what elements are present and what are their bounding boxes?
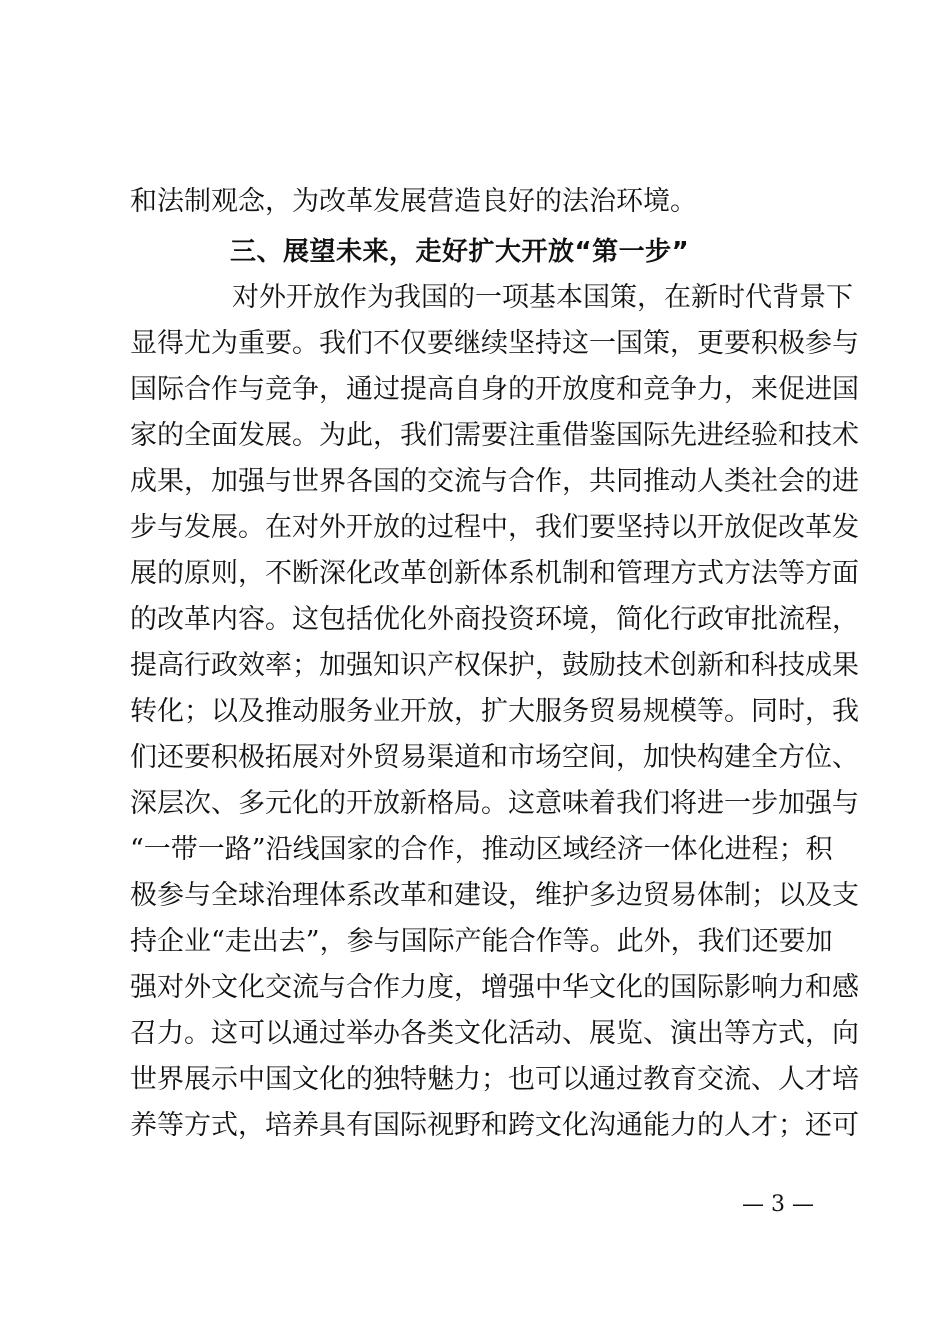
paragraph-line: 展的原则，不断深化改革创新体系机制和管理方式方法等方面: [130, 558, 859, 589]
paragraph-line: 持企业“走出去”，参与国际产能合作等。此外，我们还要加: [130, 926, 833, 957]
paragraph-line: 深层次、多元化的开放新格局。这意味着我们将进一步加强与: [130, 788, 859, 819]
paragraph-line: 转化；以及推动服务业开放，扩大服务贸易规模等。同时，我: [130, 696, 859, 727]
text-line-continuation: 和法制观念，为改革发展营造良好的法治环境。: [130, 186, 697, 217]
paragraph-line: 养等方式，培养具有国际视野和跨文化沟通能力的人才；还可: [130, 1110, 859, 1141]
section-heading: 三、展望未来，走好扩大开放“第一步”: [230, 237, 690, 267]
paragraph-line: 世界展示中国文化的独特魅力；也可以通过教育交流、人才培: [130, 1064, 859, 1095]
paragraph-line: 国际合作与竞争，通过提高自身的开放度和竞争力，来促进国: [130, 374, 859, 405]
paragraph-line: 家的全面发展。为此，我们需要注重借鉴国际先进经验和技术: [130, 420, 859, 451]
paragraph-line: 显得尤为重要。我们不仅要继续坚持这一国策，更要积极参与: [130, 328, 859, 359]
paragraph-line: “一带一路”沿线国家的合作，推动区域经济一体化进程；积: [130, 834, 833, 865]
paragraph-line: 提高行政效率；加强知识产权保护，鼓励技术创新和科技成果: [130, 650, 859, 681]
paragraph-line: 召力。这可以通过举办各类文化活动、展览、演出等方式，向: [130, 1018, 859, 1049]
paragraph-line: 对外开放作为我国的一项基本国策，在新时代背景下: [232, 282, 853, 313]
paragraph-line: 的改革内容。这包括优化外商投资环境，简化行政审批流程，: [130, 604, 859, 635]
paragraph-line: 们还要积极拓展对外贸易渠道和市场空间，加快构建全方位、: [130, 742, 859, 773]
paragraph-line: 极参与全球治理体系改革和建设，维护多边贸易体制；以及支: [130, 880, 859, 911]
paragraph-line: 步与发展。在对外开放的过程中，我们要坚持以开放促改革发: [130, 512, 859, 543]
paragraph-line: 强对外文化交流与合作力度，增强中华文化的国际影响力和感: [130, 972, 859, 1003]
page-number: — 3 —: [742, 1192, 814, 1217]
paragraph-line: 成果，加强与世界各国的交流与合作，共同推动人类社会的进: [130, 466, 859, 497]
